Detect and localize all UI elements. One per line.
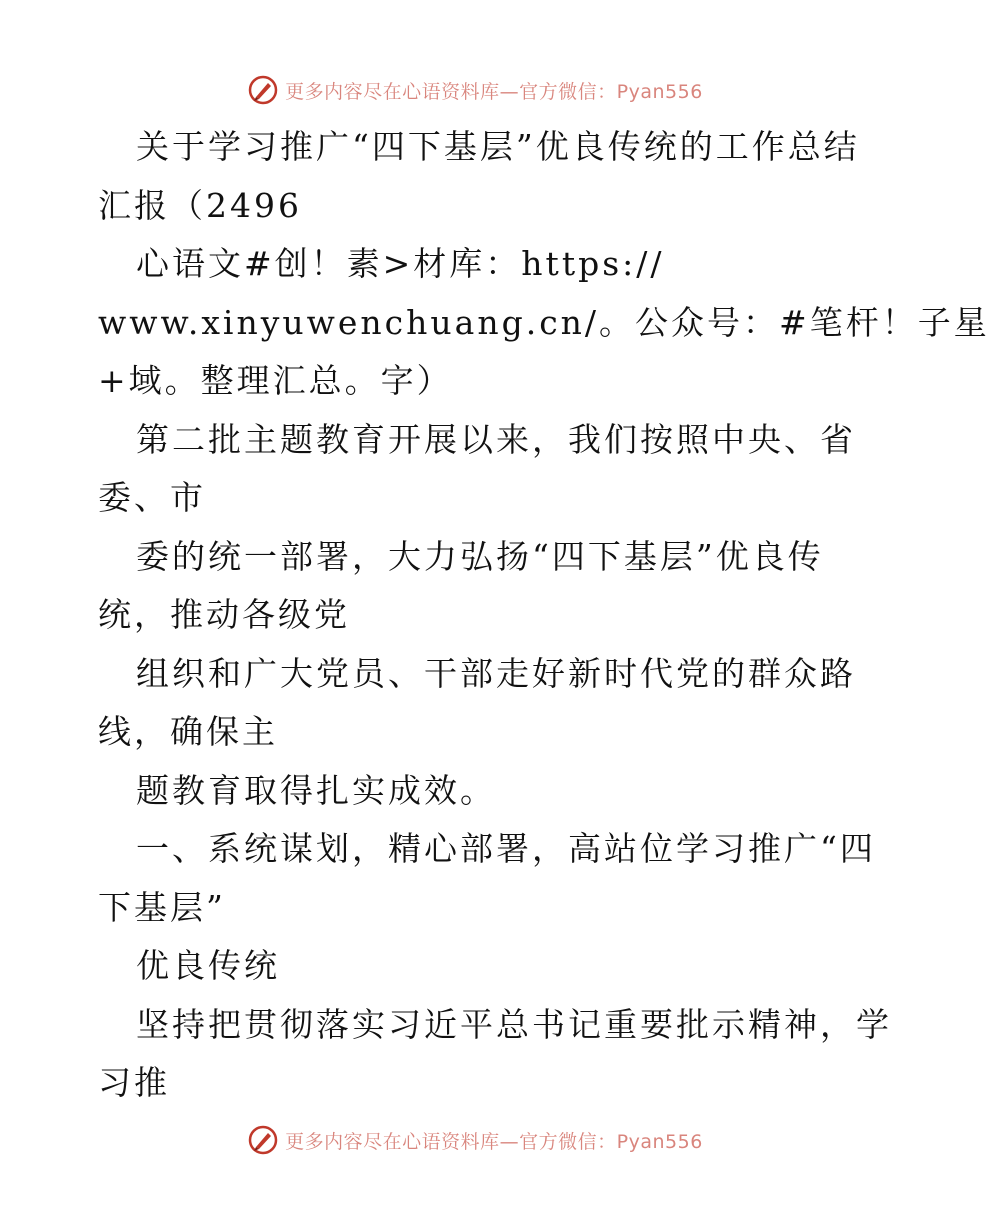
text-line: 汇报（2496 bbox=[98, 185, 302, 225]
footer-banner bbox=[0, 1120, 950, 1160]
text-line: 一、系统谋划，精心部署，高站位学习推广“四 bbox=[136, 829, 876, 868]
text-line: 委的统一部署，大力弘扬“四下基层”优良传 bbox=[136, 536, 824, 576]
text-line: 坚持把贯彻落实习近平总书记重要批示精神，学 bbox=[136, 1004, 892, 1044]
text-line: 线，确保主 bbox=[98, 712, 278, 751]
header-banner bbox=[0, 70, 950, 110]
text-line: www.xinyuwenchuang.cn/。公众号：#笔杆！子星 bbox=[98, 302, 990, 342]
text-line: 下基层” bbox=[98, 887, 226, 927]
text-line: 关于学习推广“四下基层”优良传统的工作总结 bbox=[136, 127, 860, 166]
text-line: 心语文#创！素>材库：https:// bbox=[136, 244, 665, 283]
text-line: 委、市 bbox=[98, 478, 206, 517]
text-line: 统，推动各级党 bbox=[98, 595, 350, 634]
text-line: 习推 bbox=[98, 1063, 170, 1102]
document-body bbox=[98, 118, 990, 1113]
text-line: +域。整理汇总。字） bbox=[98, 361, 453, 400]
banner-text: 更多内容尽在心语资料库—官方微信：Pyan556 bbox=[285, 80, 703, 103]
pen-logo-icon bbox=[247, 1124, 279, 1156]
banner-text: 更多内容尽在心语资料库—官方微信：Pyan556 bbox=[285, 1130, 703, 1153]
pen-logo-icon bbox=[247, 74, 279, 106]
text-line: 组织和广大党员、干部走好新时代党的群众路 bbox=[136, 653, 856, 693]
text-line: 优良传统 bbox=[136, 946, 280, 985]
text-line: 题教育取得扎实成效。 bbox=[136, 770, 496, 810]
text-line: 第二批主题教育开展以来，我们按照中央、省 bbox=[136, 419, 856, 459]
